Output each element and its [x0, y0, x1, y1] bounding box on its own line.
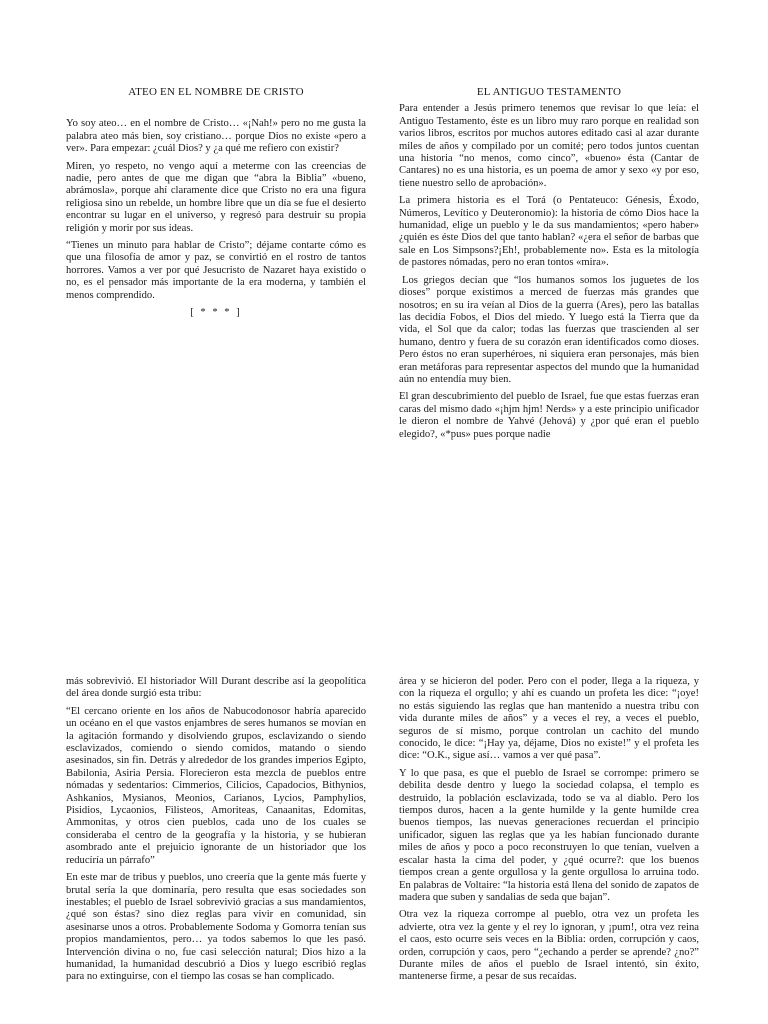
left-column: [66, 676, 366, 989]
paragraph: Para entender a Jesús primero tenemos que revisar lo que leía: el Antiguo Testamento, éste es un libro muy raro porque en realidad son varios libros, escritos por muchos autores editado casi al azar durante miles de años y compilado por un comité; pero todos juntos cuentan una historia “no menos, como cinco”, «bueno» ésta (Cantar de Cantares) no es una historia, es un poema de amor y sexo «y por eso, tiene nuestro sello de aprobación».: [399, 103, 699, 189]
paragraph: El gran descubrimiento del pueblo de Israel, fue que estas fuerzas eran caras del mismo dado «¡hjm hjm! Nerds» y a este principio unificador le dieron el nombre de Yahvé (Jehová) y ¿por qué eran el pueblo elegido?, «*pus» pues porque nadie: [399, 391, 699, 440]
paragraph: área y se hicieron del poder. Pero con el poder, llega a la riqueza, y con la riqueza el orgullo; y ahí es cuando un profeta les dice: “¡oye! no estás siguiendo las reglas que han mantenido a nuestra tribu con vida durante miles de años” y a veces el rey, a veces el pueblo, seguros de sí mismo, porque controlan un cachito del mundo conocido, le dice: “¡Hay ya, déjame, Dios no existe!” y el profeta les dice: “O.K., sigue así… vamos a ver qué pasa”.: [399, 676, 699, 762]
right-column: [399, 86, 699, 446]
section-separator: [ * * * ]: [190, 307, 242, 319]
paragraph: Otra vez la riqueza corrompe al pueblo, otra vez un profeta les advierte, otra vez la gente y el rey lo ignoran, y ¡pum!, otra vez reina el caos, esto ocurre seis veces en la Biblia: orden, corrupción y caos, orden, corrupción y caos, pero “¿echando a perder se aprende? ¿no?” Durante miles de años el pueblo de Israel intentó, sin éxito, mantenerse firme, a pesar de sus recaídas.: [399, 909, 699, 983]
block-quote: “El cercano oriente en los años de Nabucodonosor habría aparecido un océano en el que vastos enjambres de seres humanos se movían en la agitación formando y disolviendo grupos, esclavizando o siendo esclavizados, comiendo o siendo comidos, matando o siendo asesinados, sin fin. Detrás y alrededor de los grandes imperios Egipto, Babilonia, Asiria Persia. Florecieron esta mezcla de pueblos entre nómadas y sedentarios: Cimmerios, Cilicios, Capadocios, Bithynios, Ashkanios, Mysianos, Meonios, Carianos, Lycios, Pamphylios, Pisidios, Lycaonios, Filisteos, Amoriteas, Canaanitas, Edomitas, Ammonitas, y otros cien pueblos, cada uno de los cuales se consideraba el centro de la geografía y la historia, y se hubieran asombrado ante el prejuicio ignorante de un historiador que los reducíría un párrafo”: [66, 705, 366, 866]
page-2: [0, 660, 768, 1024]
right-column: [399, 676, 699, 989]
paragraph: La primera historia es el Torá (o Pentateuco: Génesis, Éxodo, Números, Levítico y Deuteronomio): la historia de cómo Dios hace la humanidad, elige un pueblo y le da sus mandamientos; «pero haber» ¿quién es éste Dios del que tanto hablan? «¿era el señor de barbas que sale en Los Simpsons?¡Eh!, probablemente no». Esta es la mitología de pastores nómadas, pero no eran tontos «mira».: [399, 195, 699, 269]
paragraph: Y lo que pasa, es que el pueblo de Israel se corrompe: primero se debilita desde dentro y luego la sociedad colapsa, el templo es destruido, la población esclavizada, todo se va al diablo. Pero los tiempos duros, hacen a la gente humilde y la gente humilde crea buenos tiempos, las nuevas generaciones recuerdan el principio unificador, siguen las reglas que ya les habían funcionado durante miles de años y poco a poco reconstruyen lo que tenían, vuelven a escalar hasta la cima del poder, y ¿qué ocurre?: que los buenos tiempos crean a gente orgullosa y la gente orgullosa lo arruina todo. En palabras de Voltaire: “la historia está llena del sonido de zapatos de madera que suben y sandalias de seda que bajan”.: [399, 767, 699, 903]
paragraph: Yo soy ateo… en el nombre de Cristo… «¡Nah!» pero no me gusta la palabra ateo más bien, soy cristiano… porque Dios no existe «pero a ver». Para empezar: ¿cuál Dios? y ¿a qué me refiero con existir?: [66, 118, 366, 155]
paragraph: más sobrevivió. El historiador Will Durant describe así la geopolítica del área donde surgió esta tribu:: [66, 676, 366, 700]
section-title: EL ANTIGUO TESTAMENTO: [476, 86, 622, 98]
left-column: [66, 86, 366, 320]
paragraph: Los griegos decían que “los humanos somos los juguetes de los dioses” porque existimos a merced de fuerzas más grandes que nosotros; en su ira veían al Dios de la guerra (Ares), pero las batallas las decidía Fobos, el Dios del miedo. Y luego está la Tierra que da vida, el Sol que da calor; todas las fuerzas que trascienden al ser humano, dentro y fuera de su corazón eran identificados como dioses. Pero éstos no eran superhéroes, ni siquiera eran personajes, más bien eran metáforas para representar aspectos del mundo que la humanidad aún no entendía muy bien.: [399, 274, 699, 385]
paragraph: “Tienes un minuto para hablar de Cristo”; déjame contarte cómo es que una filosofía de amor y paz, se convirtió en el rostro de tantos horrores. Vamos a ver por qué Jesucristo de Nazaret haya existido o no, es el pensador más importante de la era moderna, y también el menos comprendido.: [66, 240, 366, 301]
chapter-title: ATEO EN EL NOMBRE DE CRISTO: [128, 86, 304, 98]
paragraph: Miren, yo respeto, no vengo aquí a meterme con las creencias de nadie, pero antes de que me digan que “abra la Biblia” «bueno, abrámosla», porque ahí claramente dice que Cristo no era una figura religiosa sino un rebelde, un hombre libre que un día se fue el desierto encontrar su lugar en el universo, y regresó para destruir su propia religión y morir por sus ideas.: [66, 160, 366, 234]
paragraph: En este mar de tribus y pueblos, uno creería que la gente más fuerte y brutal sería la que dominaría, pero resulta que esas sociedades son inestables; el pueblo de Israel sobrevivió gracias a sus mandamientos, ¿qué son éstas? sino diez reglas para vivir en comunidad, sin asesinarse unos a otros. Probablemente Sodoma y Gomorra tenían sus propios mandamientos, pero… ya todos sabemos lo que les pasó. Intervención divina o no, fue casi selección natural; Dios hizo a la humanidad, la humanidad descubrió a Dios y luego escribió reglas para no extinguirse, con el tiempo las cosas se han complicado.: [66, 872, 366, 983]
